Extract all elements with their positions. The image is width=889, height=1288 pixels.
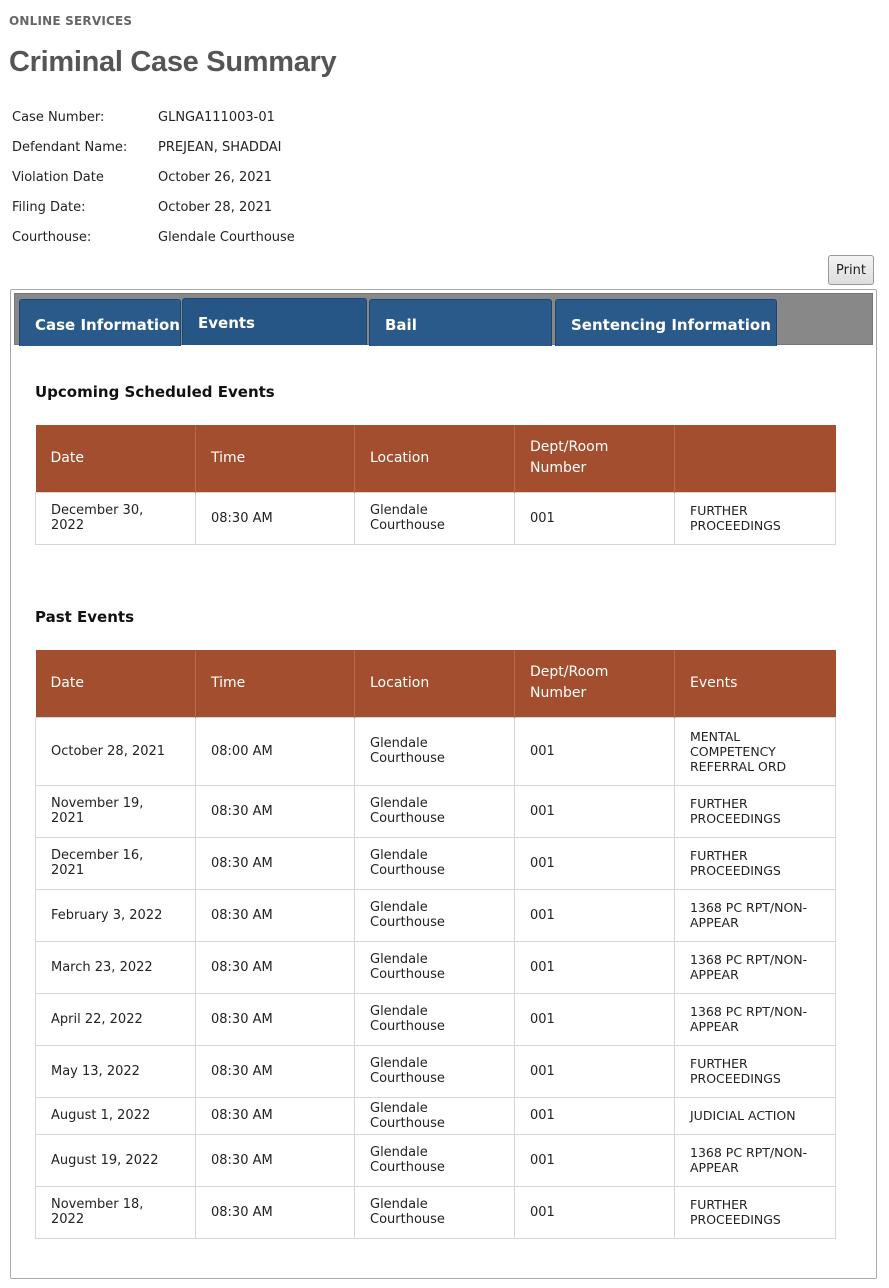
event-date-cell: March 23, 2022 — [36, 941, 196, 993]
page-title: Criminal Case Summary — [9, 46, 337, 78]
upcoming-events-heading: Upcoming Scheduled Events — [35, 383, 275, 401]
column-header-event — [675, 425, 836, 492]
event-time-cell: 08:30 AM — [196, 1134, 355, 1186]
event-location-cell: Glendale Courthouse — [355, 837, 515, 889]
table-row — [36, 785, 836, 837]
column-header-events: Events — [675, 650, 836, 717]
event-time-cell: 08:30 AM — [196, 993, 355, 1045]
courthouse-label: Courthouse: — [12, 230, 92, 245]
event-location-cell: Glendale Courthouse — [355, 717, 515, 785]
table-row — [36, 837, 836, 889]
table-row — [36, 1186, 836, 1238]
event-location-cell: Glendale Courthouse — [355, 1097, 515, 1134]
filing-date-label: Filing Date: — [12, 200, 86, 215]
table-row — [36, 1045, 836, 1097]
event-date-cell: October 28, 2021 — [36, 717, 196, 785]
event-time-cell: 08:30 AM — [196, 1097, 355, 1134]
event-location-cell: Glendale Courthouse — [355, 889, 515, 941]
table-row — [36, 1097, 836, 1134]
event-date-cell: August 1, 2022 — [36, 1097, 196, 1134]
event-date-cell: February 3, 2022 — [36, 889, 196, 941]
courthouse-row — [12, 230, 295, 260]
table-header-row — [36, 650, 836, 717]
event-dept-cell: 001 — [515, 717, 675, 785]
event-date-cell: November 19, 2021 — [36, 785, 196, 837]
event-time-cell: 08:30 AM — [196, 1045, 355, 1097]
case-info — [12, 110, 295, 260]
event-dept-cell: 001 — [515, 1097, 675, 1134]
tab-bar — [14, 293, 873, 345]
event-location-cell: Glendale Courthouse — [355, 1134, 515, 1186]
column-header-location: Location — [355, 425, 515, 492]
tab-bail[interactable]: Bail — [369, 299, 552, 346]
event-date-cell: April 22, 2022 — [36, 993, 196, 1045]
event-location-cell: Glendale Courthouse — [355, 785, 515, 837]
column-header-dept-room: Dept/Room Number — [515, 425, 675, 492]
courthouse-value: Glendale Courthouse — [158, 230, 295, 245]
section-label: ONLINE SERVICES — [9, 14, 133, 28]
event-description-cell: FURTHER PROCEEDINGS — [675, 1186, 836, 1238]
event-dept-cell: 001 — [515, 785, 675, 837]
event-dept-cell: 001 — [515, 1134, 675, 1186]
event-location-cell: Glendale Courthouse — [355, 941, 515, 993]
tab-panel — [10, 289, 877, 1279]
event-date-cell: December 30, 2022 — [36, 492, 196, 544]
tab-sentencing-information[interactable]: Sentencing Information — [555, 299, 777, 346]
column-header-time: Time — [196, 650, 355, 717]
event-description-cell: 1368 PC RPT/NON-APPEAR — [675, 889, 836, 941]
violation-date-value: October 26, 2021 — [158, 170, 273, 185]
event-time-cell: 08:30 AM — [196, 889, 355, 941]
case-number-row — [12, 110, 295, 140]
event-dept-cell: 001 — [515, 837, 675, 889]
event-time-cell: 08:30 AM — [196, 941, 355, 993]
event-description-cell: FURTHER PROCEEDINGS — [675, 1045, 836, 1097]
upcoming-events-table — [35, 425, 836, 545]
past-events-table — [35, 650, 836, 1239]
event-description-cell: FURTHER PROCEEDINGS — [675, 492, 836, 544]
defendant-name-value: PREJEAN, SHADDAI — [158, 140, 282, 155]
table-header-row — [36, 425, 836, 492]
event-time-cell: 08:30 AM — [196, 785, 355, 837]
event-time-cell: 08:30 AM — [196, 492, 355, 544]
event-dept-cell: 001 — [515, 1186, 675, 1238]
column-header-time: Time — [196, 425, 355, 492]
tab-case-information[interactable]: Case Information — [19, 299, 181, 346]
event-location-cell: Glendale Courthouse — [355, 492, 515, 544]
tab-events[interactable]: Events — [182, 298, 367, 345]
defendant-name-label: Defendant Name: — [12, 140, 128, 155]
event-dept-cell: 001 — [515, 941, 675, 993]
event-time-cell: 08:30 AM — [196, 1186, 355, 1238]
past-events-heading: Past Events — [35, 608, 135, 626]
past-events-body — [36, 717, 836, 1238]
event-location-cell: Glendale Courthouse — [355, 993, 515, 1045]
filing-date-row — [12, 200, 295, 230]
column-header-dept-room: Dept/Room Number — [515, 650, 675, 717]
violation-date-row — [12, 170, 295, 200]
event-time-cell: 08:00 AM — [196, 717, 355, 785]
case-number-value: GLNGA111003-01 — [158, 110, 275, 125]
column-header-date: Date — [36, 650, 196, 717]
event-date-cell: May 13, 2022 — [36, 1045, 196, 1097]
event-description-cell: 1368 PC RPT/NON-APPEAR — [675, 993, 836, 1045]
defendant-name-row — [12, 140, 295, 170]
column-header-date: Date — [36, 425, 196, 492]
upcoming-events-body — [36, 492, 836, 544]
event-dept-cell: 001 — [515, 993, 675, 1045]
event-location-cell: Glendale Courthouse — [355, 1186, 515, 1238]
column-header-location: Location — [355, 650, 515, 717]
event-dept-cell: 001 — [515, 889, 675, 941]
table-row — [36, 941, 836, 993]
table-row — [36, 492, 836, 544]
event-date-cell: November 18, 2022 — [36, 1186, 196, 1238]
event-description-cell: 1368 PC RPT/NON-APPEAR — [675, 941, 836, 993]
event-dept-cell: 001 — [515, 492, 675, 544]
print-button[interactable]: Print — [828, 255, 874, 285]
event-description-cell: JUDICIAL ACTION — [675, 1097, 836, 1134]
event-description-cell: 1368 PC RPT/NON-APPEAR — [675, 1134, 836, 1186]
event-location-cell: Glendale Courthouse — [355, 1045, 515, 1097]
event-date-cell: December 16, 2021 — [36, 837, 196, 889]
table-row — [36, 717, 836, 785]
event-date-cell: August 19, 2022 — [36, 1134, 196, 1186]
event-dept-cell: 001 — [515, 1045, 675, 1097]
violation-date-label: Violation Date — [12, 170, 104, 185]
event-description-cell: MENTAL COMPETENCY REFERRAL ORD — [675, 717, 836, 785]
filing-date-value: October 28, 2021 — [158, 200, 273, 215]
event-description-cell: FURTHER PROCEEDINGS — [675, 837, 836, 889]
table-row — [36, 1134, 836, 1186]
event-time-cell: 08:30 AM — [196, 837, 355, 889]
table-row — [36, 889, 836, 941]
table-row — [36, 993, 836, 1045]
event-description-cell: FURTHER PROCEEDINGS — [675, 785, 836, 837]
case-number-label: Case Number: — [12, 110, 105, 125]
